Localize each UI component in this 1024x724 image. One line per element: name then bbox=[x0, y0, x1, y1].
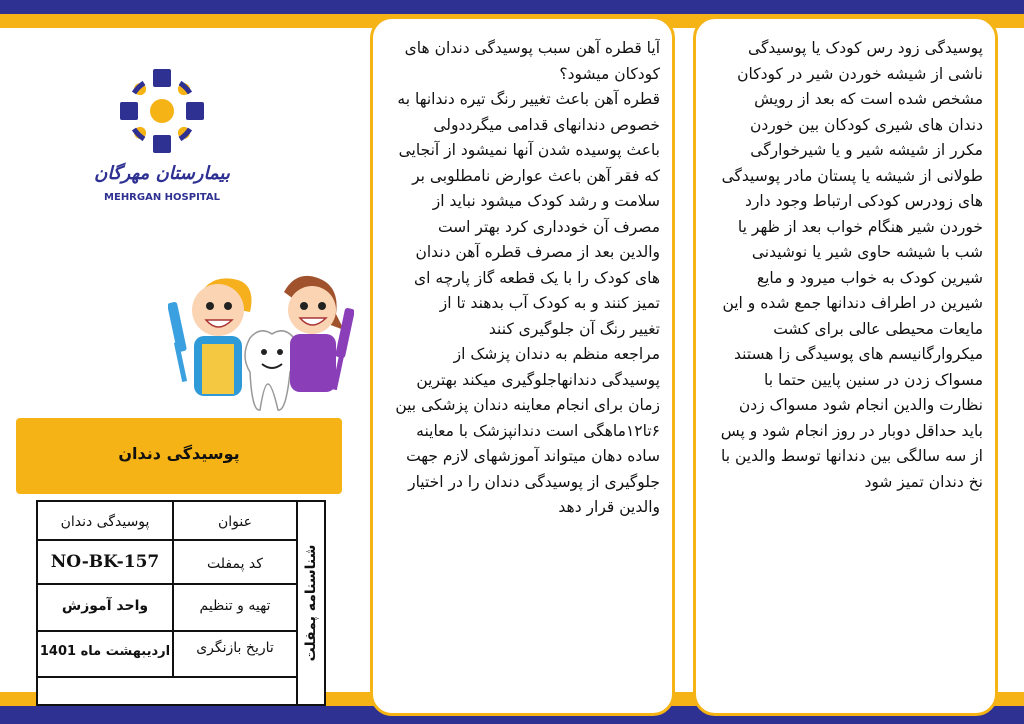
text-line: شیرین در اطراف دندانها جمع شده و این bbox=[722, 294, 983, 312]
text-line: باید حداقل دوبار در روز انجام شود و پس bbox=[720, 421, 983, 440]
text-line: مایعات محیطی عالی برای کشت bbox=[773, 319, 983, 338]
text-line: میکروارگانیسم های پوسیدگی زا هستند bbox=[733, 345, 983, 363]
table-cell-label: تهیه و تنظیم bbox=[199, 598, 271, 614]
text-line: که فقر آهن باعث عوارض نامطلوبی بر bbox=[412, 166, 660, 185]
text-line: مصرف آن خودداری کرد بهتر است bbox=[437, 217, 660, 236]
text-line: پوسیدگی زود رس کودک یا پوسیدگی bbox=[748, 39, 983, 57]
table-cell-label: عنوان bbox=[218, 514, 252, 530]
table-cell-label: تاریخ بازنگری bbox=[196, 640, 274, 656]
hospital-name-fa: بیمارستان مهرگان bbox=[94, 163, 230, 184]
table-cell-value: واحد آموزش bbox=[61, 598, 149, 614]
text-line: تمیز کنند و به کودک آب بدهند تا از bbox=[439, 294, 660, 312]
text-line: نظارت والدین انجام شود مسواک زدن bbox=[738, 396, 983, 414]
text-line: زمان برای انجام معاینه دندان پزشکی بین bbox=[395, 396, 660, 414]
text-line: کودکان میشود؟ bbox=[559, 64, 660, 83]
text-line: قطره آهن باعث تغییر رنگ تیره دندانها به bbox=[397, 90, 660, 108]
text-line: مسواک زدن در سنین پایین حتما با bbox=[764, 370, 983, 389]
children-with-toothbrush-illustration bbox=[168, 272, 354, 418]
id-card-side-label bbox=[296, 500, 326, 706]
text-line: ناشی از شیشه خوردن شیر در کودکان bbox=[737, 64, 983, 83]
table-row-divider bbox=[38, 630, 296, 632]
pamphlet-title: پوسیدگی دندان bbox=[118, 444, 240, 463]
text-line: پوسیدگی دندانهاجلوگیری میکند بهترین bbox=[416, 370, 660, 389]
text-line: ساده دهان میتواند آموزشهای لازم جهت bbox=[406, 447, 660, 465]
text-line: باعث پوسیده شدن آنها نمیشود از آنجایی bbox=[398, 141, 660, 159]
text-line: ۶تا۱۲ماهگی است دندانپزشک با معاینه bbox=[416, 421, 660, 440]
right-info-panel bbox=[693, 16, 998, 716]
text-line: والدین بعد از مصرف قطره آهن دندان bbox=[415, 243, 660, 261]
table-cell-value: پوسیدگی دندان bbox=[60, 514, 150, 530]
table-cell-value: اردیبهشت ماه 1401 bbox=[39, 644, 171, 659]
id-card-side-text: شناسنامه پمفلت bbox=[303, 544, 319, 662]
title-banner bbox=[16, 418, 342, 494]
text-line: های کودک را با یک قطعه گاز پارچه ای bbox=[414, 268, 660, 287]
hospital-name-en: MEHRGAN HOSPITAL bbox=[104, 192, 220, 203]
middle-panel-text bbox=[388, 36, 660, 521]
table-row-divider bbox=[38, 583, 296, 585]
text-line: مراجعه منظم به دندان پزشک از bbox=[453, 345, 660, 363]
text-line: آیا قطره آهن سبب پوسیدگی دندان های bbox=[404, 39, 660, 57]
table-row-divider bbox=[38, 676, 296, 678]
text-line: مشخص شده است که بعد از رویش bbox=[754, 90, 983, 108]
text-line: طولانی از شیشه یا پستان مادر پوسیدگی bbox=[721, 166, 983, 185]
text-line: سلامت و رشد کودک میشود نباید از bbox=[432, 192, 660, 210]
pamphlet-id-table bbox=[36, 500, 326, 706]
table-row-divider bbox=[38, 539, 296, 541]
middle-info-panel bbox=[370, 16, 675, 716]
text-line: شیرین کودک به خواب میرود و مایع bbox=[756, 268, 983, 287]
text-line: جلوگیری از پوسیدگی دندان را در اختیار bbox=[408, 472, 660, 491]
text-line: والدین قرار دهد bbox=[558, 498, 660, 516]
table-cell-label: کد پمفلت bbox=[207, 556, 263, 572]
text-line: مکرر از شیشه شیر و یا شیرخوارگی bbox=[750, 141, 983, 159]
table-cell-value: NO-BK-157 bbox=[50, 552, 160, 572]
text-line: های زودرس کودکی ارتباط وجود دارد bbox=[745, 192, 983, 210]
top-blue-band bbox=[0, 0, 1024, 14]
text-line: خصوص دندانهای قدامی میگرددولی bbox=[433, 115, 660, 134]
text-line: دندان های شیری کودکان بین خوردن bbox=[750, 115, 983, 134]
text-line: تغییر رنگ آن جلوگیری کنند bbox=[488, 319, 660, 338]
text-line: از سه سالگی بین دندانها توسط والدین با bbox=[721, 447, 983, 465]
text-line: خوردن شیر هنگام خواب بعد از ظهر یا bbox=[737, 217, 983, 236]
text-line: شب با شیشه حاوی شیر یا نوشیدنی bbox=[751, 243, 983, 261]
text-line: نخ دندان تمیز شود bbox=[864, 472, 983, 491]
right-panel-text bbox=[711, 36, 983, 495]
